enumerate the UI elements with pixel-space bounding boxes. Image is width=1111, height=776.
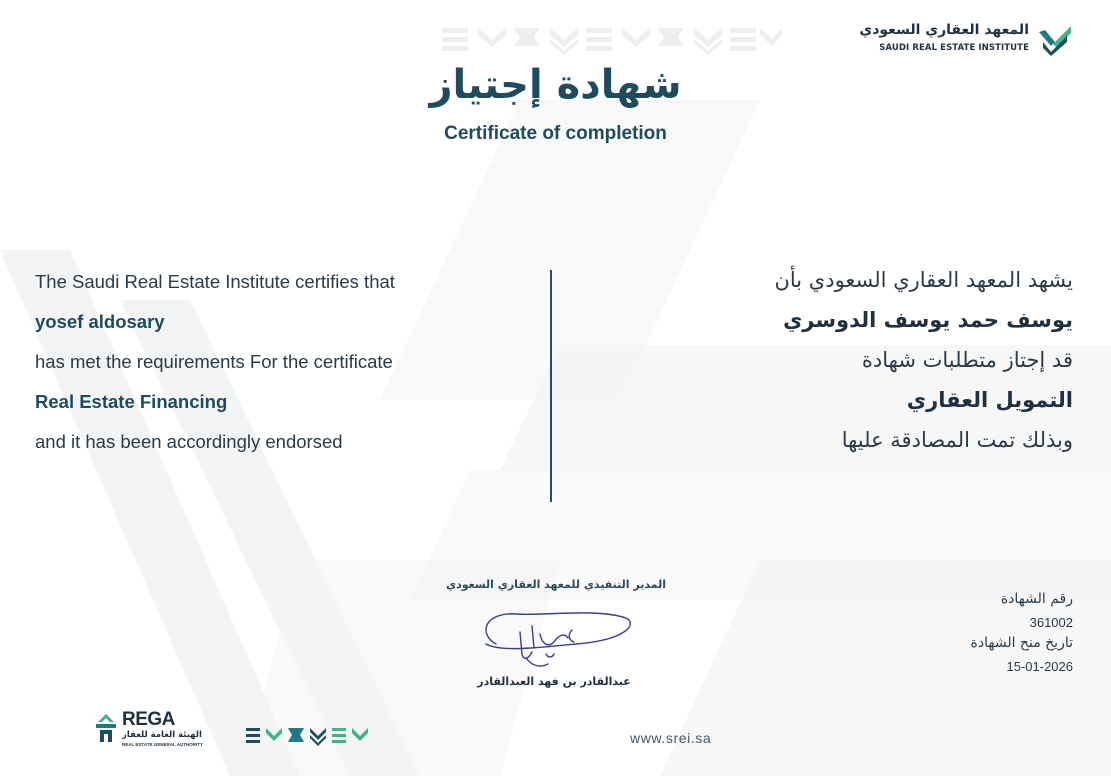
- statement-line-3-arabic: قد إجتاز متطلبات شهادة: [861, 348, 1073, 372]
- rega-name-arabic: الهيئة العامة للعقار: [122, 730, 202, 740]
- statement-line-5-arabic: وبذلك تمت المصادقة عليها: [841, 428, 1073, 452]
- decorative-pattern-footer: [246, 726, 370, 746]
- issue-date-label: تاريخ منح الشهادة: [970, 635, 1073, 651]
- handwritten-signature: [476, 604, 636, 674]
- rega-emblem-icon: [92, 712, 120, 746]
- title-english: Certificate of completion: [444, 123, 667, 144]
- rega-wordmark: REGA: [122, 709, 175, 730]
- chevron-leaf-icon: [1037, 24, 1073, 56]
- decorative-pattern-top: [442, 25, 782, 55]
- issue-date: 15-01-2026: [1006, 659, 1073, 674]
- institute-logo: [859, 22, 1073, 62]
- english-statement: [35, 270, 515, 470]
- website-url[interactable]: www.srei.sa: [630, 730, 712, 746]
- title-arabic: شهادة إجتياز: [429, 62, 682, 108]
- institute-logo-english: SAUDI REAL ESTATE INSTITUTE: [879, 43, 1029, 53]
- recipient-name-arabic: يوسف حمد يوسف الدوسري: [783, 308, 1073, 332]
- statement-line-1: The Saudi Real Estate Institute certifies that: [35, 271, 395, 292]
- center-divider: [550, 270, 552, 502]
- course-name-arabic: التمويل العقاري: [906, 388, 1073, 412]
- institute-logo-arabic: المعهد العقاري السعودي: [859, 22, 1029, 38]
- rega-name-english: REAL ESTATE GENERAL AUTHORITY: [122, 742, 204, 747]
- arabic-statement: [613, 266, 1073, 466]
- rega-logo: [92, 709, 232, 749]
- signatory-name: عبدالقادر بن فهد العبدالقادر: [477, 675, 631, 688]
- statement-line-3: has met the requirements For the certificate: [35, 351, 393, 372]
- signatory-title: المدير التنفيذي للمعهد العقاري السعودي: [446, 578, 666, 591]
- statement-line-1-arabic: يشهد المعهد العقاري السعودي بأن: [774, 268, 1073, 292]
- certificate-number-label: رقم الشهادة: [1000, 591, 1073, 607]
- statement-line-5: and it has been accordingly endorsed: [35, 431, 343, 452]
- certificate-number: 361002: [1029, 615, 1073, 630]
- course-name-english: Real Estate Financing: [35, 391, 228, 412]
- certificate-details: [853, 588, 1073, 676]
- recipient-name-english: yosef aldosary: [35, 311, 165, 332]
